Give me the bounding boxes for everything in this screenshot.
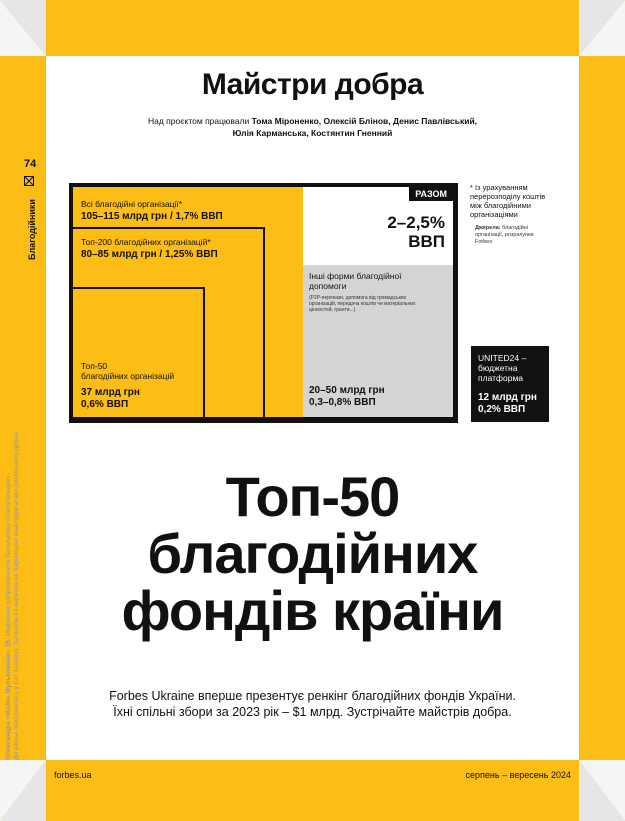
photo-credit-name: Олександра «Майя» Мульковенко, 35. (5, 638, 12, 760)
headline-line-2: благодійних (147, 522, 478, 585)
other-forms-box (303, 265, 453, 417)
other-forms-label: Інші форми благодійної допомоги (309, 271, 402, 291)
other-forms-value-2: 0,3–0,8% ВВП (309, 397, 376, 408)
chart-source (475, 225, 550, 246)
total-box (303, 187, 453, 265)
source-text: благодійні організації, розрахунки Forbes (475, 225, 534, 245)
other-forms-detail: (P2P-перекази, допомога від громадських організацій, передача коштів чи матеріальних цінностей, гранти...) (309, 295, 416, 313)
footer-issue: серпень – вересень 2024 (465, 770, 571, 780)
lead-paragraph: Forbes Ukraine вперше презентує ренкінг благодійних фондів України. Їхні спільні збори за 2023 рік – $1 млрд. Зустрічайте майстрів добра. (109, 689, 516, 719)
chart-footnote: * Із урахуванням перерозподілу коштів між благодійними організаціями (470, 183, 546, 219)
photo-credit-line2: До військ приєдналась у Бої Stareliv). Загинула 14 вересня на Харківщині внаслідок атаки російського дрона. (13, 430, 20, 760)
headline (0, 465, 625, 642)
total-value (387, 213, 445, 251)
other-forms-value-1: 20–50 млрд грн (309, 385, 385, 396)
all-orgs-value: 105–115 млрд грн / 1,7% ВВП (81, 211, 223, 222)
top200-value: 80–85 млрд грн / 1,25% ВВП (81, 249, 218, 260)
section-x-icon (24, 176, 34, 186)
top50-label-2: благодійних організацій (81, 371, 175, 381)
total-value-1: 2–2,5% (387, 213, 445, 232)
united24-label: UNITED24 – бюджетна платформа (478, 353, 527, 383)
top50-label-1: Топ-50 (81, 361, 108, 371)
total-tag: РАЗОМ (409, 187, 453, 201)
footer-site: forbes.ua (54, 770, 92, 780)
charity-chart (69, 183, 458, 423)
page-number: 74 (24, 158, 37, 170)
all-orgs-label: Всі благодійні організації* (81, 199, 183, 209)
top50-value-1: 37 млрд грн (81, 387, 140, 398)
united24-value-1: 12 млрд грн (478, 392, 537, 403)
source-label: Джерела: (475, 225, 501, 231)
top200-label: Топ-200 благодійних організацій* (81, 237, 211, 247)
united24-value-2: 0,2% ВВП (478, 404, 526, 415)
top50-box (73, 287, 205, 417)
credits-names-1: Тома Міроненко, Олексій Блінов, Денис Павлівський, (251, 116, 478, 126)
photo-credit-rest: Медикиня добровольчого батальйону «Госпітальєри». (5, 473, 12, 639)
page-title: Майстри добра (201, 68, 424, 101)
total-value-2: ВВП (408, 232, 445, 251)
headline-line-1: Топ-50 (225, 465, 400, 528)
headline-line-3: фондів країни (121, 579, 504, 642)
top50-value-2: 0,6% ВВП (81, 399, 129, 410)
united24-box (471, 346, 549, 422)
credits-intro: Над проєктом працювали (147, 116, 252, 126)
section-label: Благодійники (27, 199, 37, 260)
credits (100, 115, 525, 139)
credits-names-2: Юлія Карманська, Костянтин Гненний (232, 128, 393, 138)
